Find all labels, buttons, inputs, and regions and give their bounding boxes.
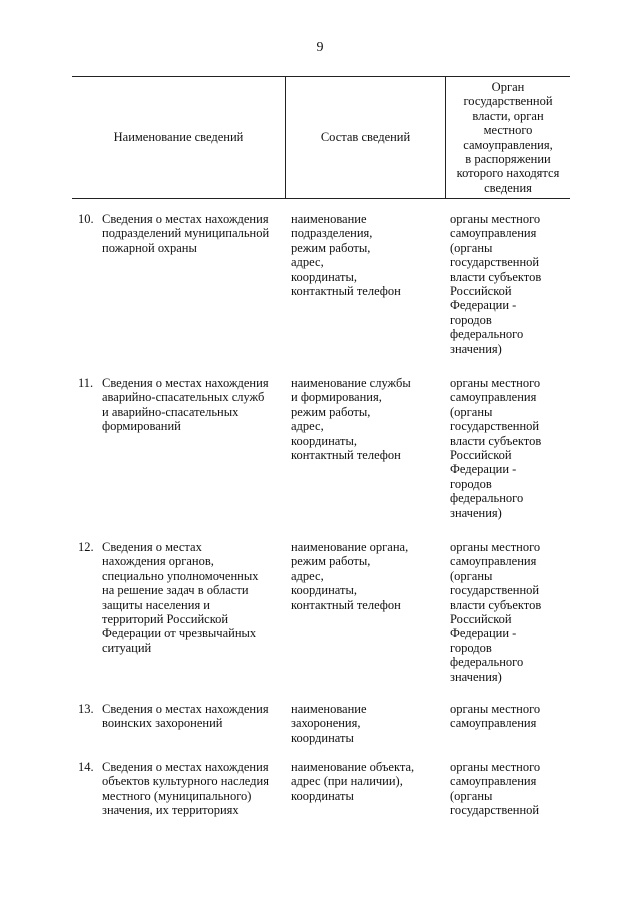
row-number: 14.	[78, 760, 94, 774]
header-name-label: Наименование сведений	[113, 130, 244, 145]
row-authority: органы местного самоуправления (органы государственной	[450, 760, 541, 818]
table-header-rule	[72, 198, 570, 199]
header-name-column	[72, 76, 285, 199]
row-content: наименование службы и формирования, режим работы, адрес, координаты, контактный телефон	[291, 376, 411, 463]
row-authority: органы местного самоуправления (органы государственной власти субъектов Российской Федерации - городов федерального значения)	[450, 376, 542, 520]
row-number: 11.	[78, 376, 94, 390]
row-name: Сведения о местах нахождения подразделений муниципальной пожарной охраны	[102, 212, 270, 255]
row-number: 10.	[78, 212, 94, 226]
row-content: наименование захоронения, координаты	[291, 702, 367, 745]
page-number: 9	[316, 40, 324, 55]
row-number: 12.	[78, 540, 94, 554]
row-content: наименование подразделения, режим работы, адрес, координаты, контактный телефон	[291, 212, 401, 299]
row-name: Сведения о местах нахождения аварийно-спасательных служб и аварийно-спасательных формирований	[102, 376, 269, 434]
row-name: Сведения о местах нахождения органов, специально уполномоченных на решение задач в области защиты населения и территорий Российской Федерации от чрезвычайных ситуаций	[102, 540, 259, 655]
row-authority: органы местного самоуправления (органы государственной власти субъектов Российской Федерации - городов федерального значения)	[450, 212, 542, 356]
header-authority-column	[446, 76, 570, 199]
row-content: наименование органа, режим работы, адрес, координаты, контактный телефон	[291, 540, 409, 612]
row-number: 13.	[78, 702, 94, 716]
row-name: Сведения о местах нахождения воинских захоронений	[102, 702, 269, 731]
row-authority: органы местного самоуправления	[450, 702, 541, 731]
row-content: наименование объекта, адрес (при наличии), координаты	[291, 760, 415, 803]
header-content-column	[286, 76, 445, 199]
row-authority: органы местного самоуправления (органы государственной власти субъектов Российской Федерации - городов федерального значения)	[450, 540, 542, 684]
header-content-label: Состав сведений	[320, 130, 411, 145]
row-name: Сведения о местах нахождения объектов культурного наследия местного (муниципального) значения, их территориях	[102, 760, 269, 818]
header-authority-label: Орган государственной власти, орган местного самоуправления, в распоряжении которого находятся сведения	[456, 79, 560, 195]
